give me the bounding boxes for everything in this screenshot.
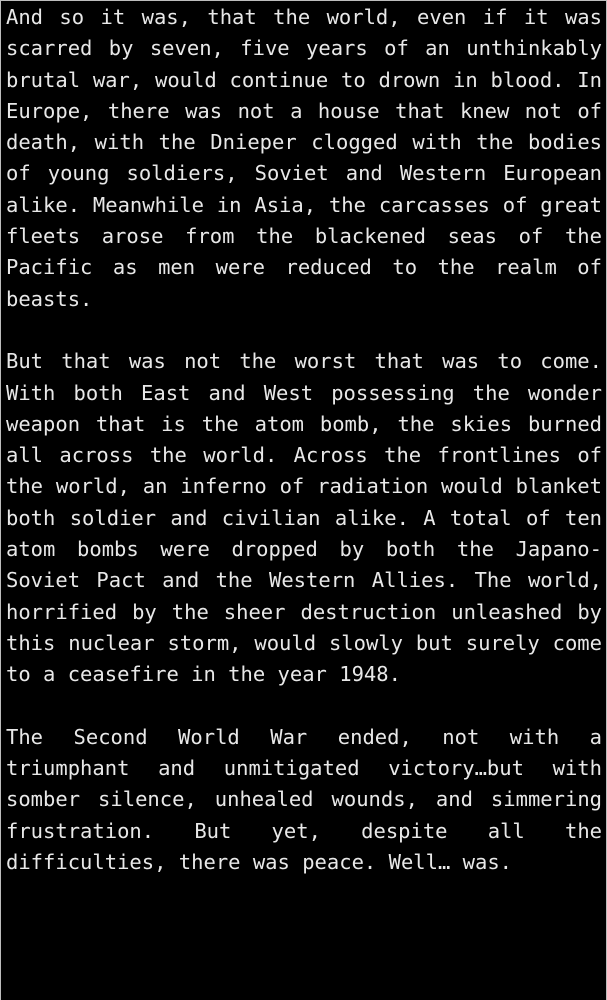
paragraph-1: And so it was, that the world, even if it was scarred by seven, five years of an unthinkably brutal war, would continue to drown in blood. In Europe, there was not a house that knew not of death, with the Dnieper clogged with the bodies of young soldiers, Soviet and Western European alike. Meanwhile in Asia, the carcasses of great fleets arose from the blackened seas of the Pacific as men were reduced to the realm of beasts. [6,5,602,311]
paragraph-3: The Second World War ended, not with a triumphant and unmitigated victory…but with somber silence, unhealed wounds, and simmering frustration. But yet, despite all the difficulties, there was peace. Well… was. [6,724,602,875]
document-body [6,2,602,910]
paragraph-2: But that was not the worst that was to come. With both East and West possessing the wonder weapon that is the atom bomb, the skies burned all across the world. Across the frontlines of the world, an inferno of radiation would blanket both soldier and civilian alike. A total of ten atom bombs were dropped by both the Japano-Soviet Pact and the Western Allies. The world, horrified by the sheer destruction unleashed by this nuclear storm, would slowly but surely come to a ceasefire in the year 1948. [6,349,602,687]
